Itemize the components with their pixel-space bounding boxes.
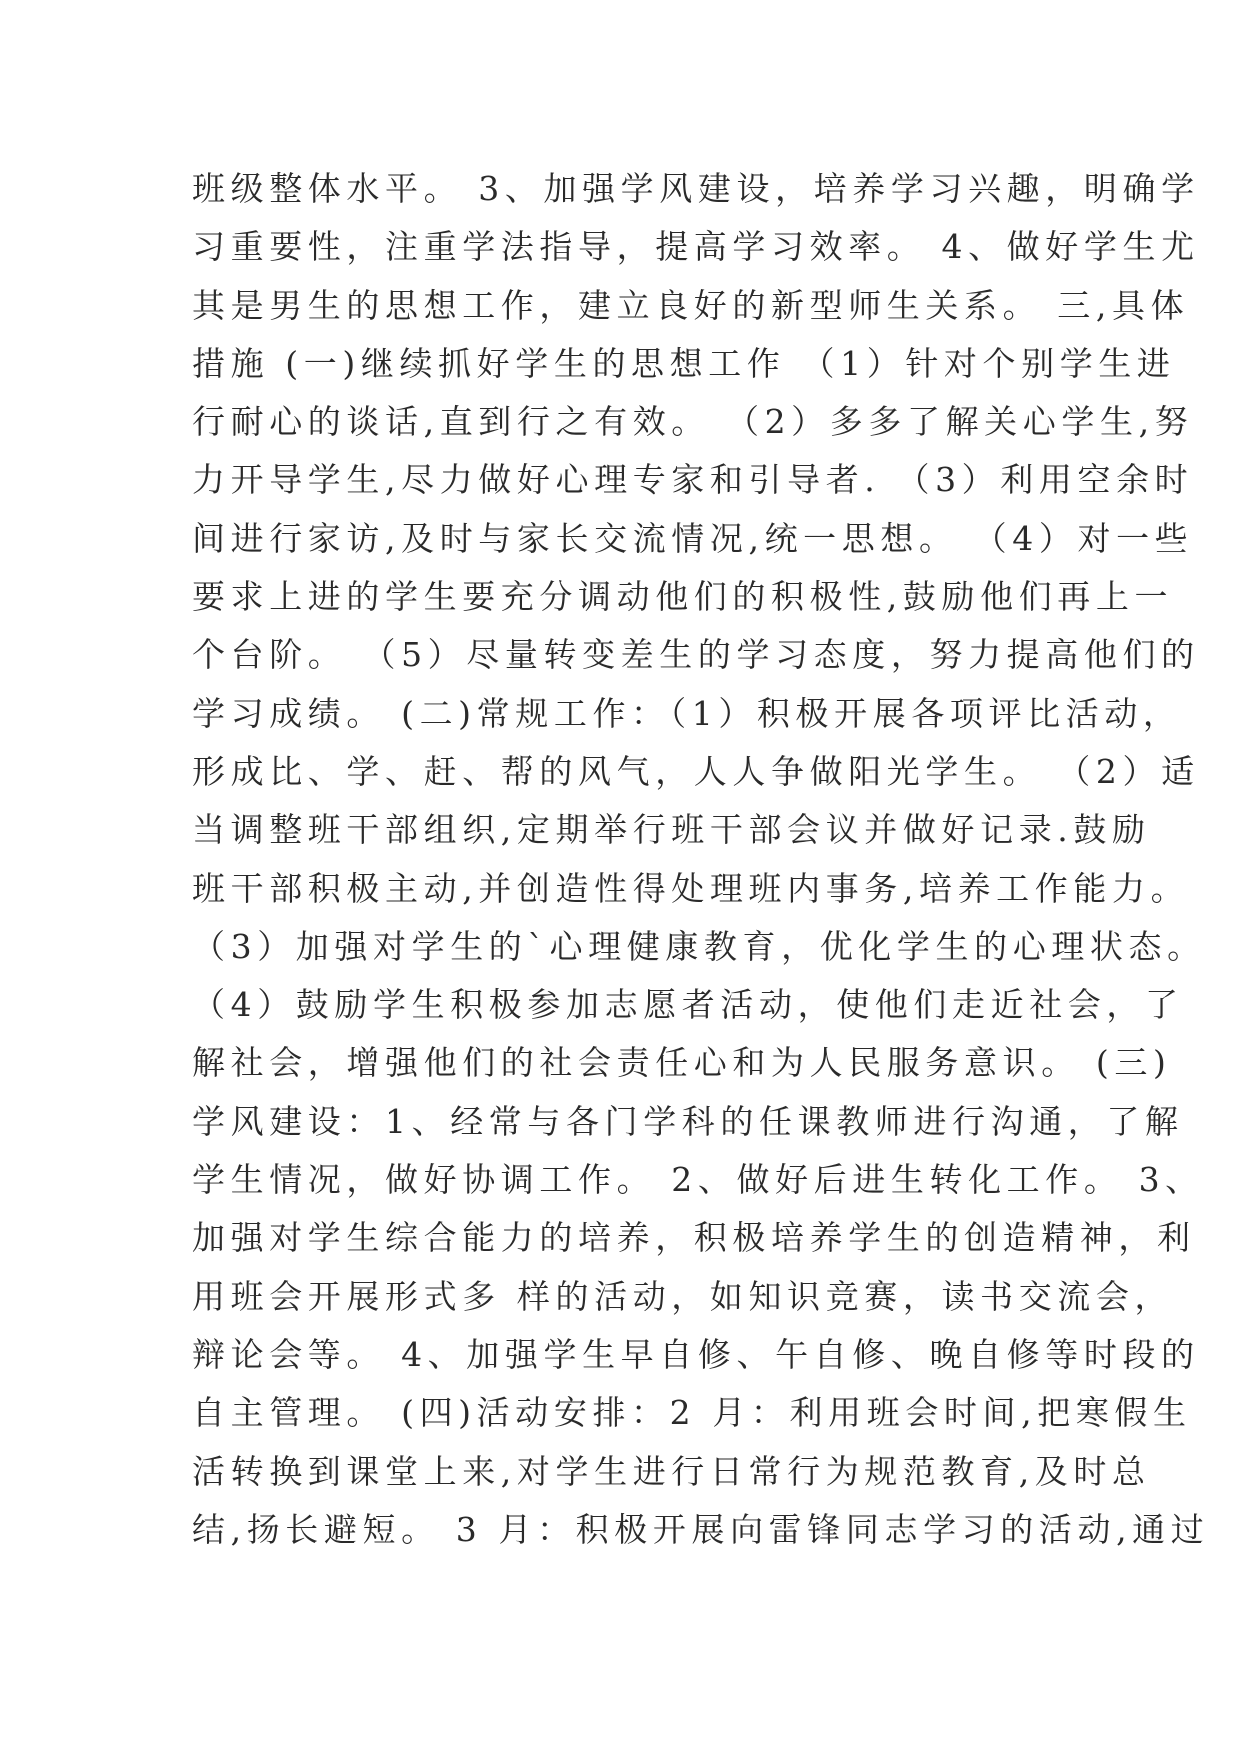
text-line: 自主管理。 (四)活动安排：2 月：利用班会时间,把寒假生 <box>192 1393 1192 1433</box>
text-line: （3）加强对学生的`心理健康教育，优化学生的心理状态。 <box>192 926 1206 966</box>
text-line: 用班会开展形式多 样的活动，如知识竞赛，读书交流会， <box>192 1276 1174 1316</box>
text-line: 解社会，增强他们的社会责任心和为人民服务意识。 (三) <box>192 1043 1172 1083</box>
text-line: 习重要性，注重学法指导，提高学习效率。 4、做好学生尤 <box>192 227 1200 267</box>
text-line: 班级整体水平。 3、加强学风建设，培养学习兴趣，明确学 <box>192 169 1200 208</box>
text-line: 班干部积极主动,并创造性得处理班内事务,培养工作能力。 <box>192 868 1190 908</box>
text-line: 学风建设：1、经常与各门学科的任课教师进行沟通，了解 <box>192 1101 1184 1141</box>
text-line: 辩论会等。 4、加强学生早自修、午自修、晚自修等时段的 <box>192 1334 1200 1374</box>
text-line: 行耐心的谈话,直到行之有效。 （2）多多了解关心学生,努 <box>192 402 1194 442</box>
text-line: 要求上进的学生要充分调动他们的积极性,鼓励他们再上一 <box>192 577 1174 617</box>
text-line: 措施 (一)继续抓好学生的思想工作 （1）针对个别学生进 <box>192 343 1176 383</box>
text-line: 形成比、学、赶、帮的风气，人人争做阳光学生。 （2）适 <box>192 751 1200 791</box>
text-line: 加强对学生综合能力的培养，积极培养学生的创造精神，利 <box>192 1218 1196 1258</box>
text-line: 个台阶。 （5）尽量转变差生的学习态度，努力提高他们的 <box>192 635 1200 675</box>
text-line: 力开导学生,尽力做好心理专家和引导者. （3）利用空余时 <box>192 460 1194 500</box>
body-text <box>192 160 1210 1559</box>
text-line: 学生情况，做好协调工作。 2、做好后进生转化工作。 3、 <box>192 1160 1204 1200</box>
text-line: 当调整班干部组织,定期举行班干部会议并做好记录.鼓励 <box>192 810 1151 850</box>
text-line: 学习成绩。 (二)常规工作：（1）积极开展各项评比活动， <box>192 693 1182 733</box>
text-line: 间进行家访,及时与家长交流情况,统一思想。 （4）对一些 <box>192 518 1194 558</box>
text-line: 活转换到课堂上来,对学生进行日常行为规范教育,及时总 <box>192 1451 1151 1491</box>
text-line: 结,扬长避短。 3 月：积极开展向雷锋同志学习的活动,通过 <box>192 1509 1210 1549</box>
text-line: 其是男生的思想工作，建立良好的新型师生关系。 三,具体 <box>192 285 1190 325</box>
text-line: （4）鼓励学生积极参加志愿者活动，使他们走近社会，了 <box>192 985 1184 1025</box>
